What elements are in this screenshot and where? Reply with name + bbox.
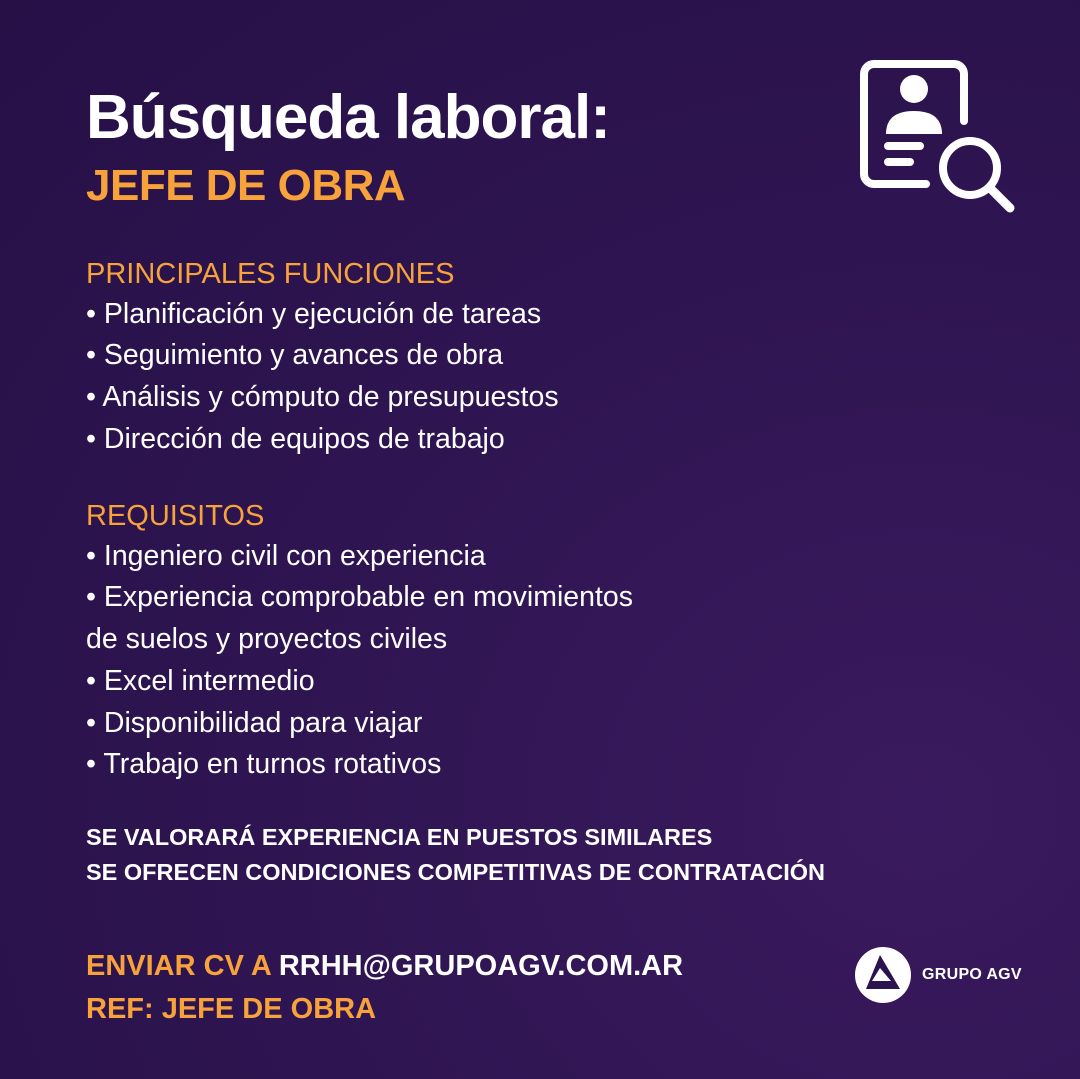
send-cv-line: [86, 945, 683, 988]
functions-item: • Dirección de equipos de trabajo: [86, 422, 505, 455]
poster-title: Búsqueda laboral:: [86, 83, 610, 152]
grupo-agv-logo-icon: [854, 946, 912, 1004]
functions-section: [86, 256, 559, 461]
requirements-section: [86, 498, 633, 786]
functions-item: • Análisis y cómputo de presupuestos: [86, 381, 559, 414]
brand-logo: [854, 946, 1022, 1004]
contact-block: [86, 945, 683, 1031]
job-position-title: JEFE DE OBRA: [86, 161, 406, 210]
send-cv-label: ENVIAR CV A: [86, 950, 279, 982]
cv-search-icon: [856, 56, 1020, 216]
functions-item: • Planificación y ejecución de tareas: [86, 297, 542, 330]
requirements-item: • Disponibilidad para viajar: [86, 706, 423, 739]
notes-block: [86, 820, 825, 890]
requirements-item: • Excel intermedio: [86, 664, 315, 697]
note-line: SE VALORARÁ EXPERIENCIA EN PUESTOS SIMILARES: [86, 824, 713, 850]
requirements-item: • Trabajo en turnos rotativos: [86, 748, 442, 781]
requirements-item: • Experiencia comprobable en movimientos: [86, 581, 633, 614]
functions-item: • Seguimiento y avances de obra: [86, 339, 504, 372]
contact-email[interactable]: RRHH@GRUPOAGV.COM.AR: [278, 950, 684, 982]
requirements-item: • Ingeniero civil con experiencia: [86, 539, 486, 572]
requirements-item: de suelos y proyectos civiles: [86, 623, 448, 656]
reference-line: REF: JEFE DE OBRA: [86, 993, 377, 1025]
brand-name: GRUPO AGV: [922, 966, 1022, 983]
note-line: SE OFRECEN CONDICIONES COMPETITIVAS DE CONTRATACIÓN: [86, 859, 825, 885]
requirements-heading: REQUISITOS: [86, 500, 265, 532]
functions-heading: PRINCIPALES FUNCIONES: [86, 258, 455, 290]
